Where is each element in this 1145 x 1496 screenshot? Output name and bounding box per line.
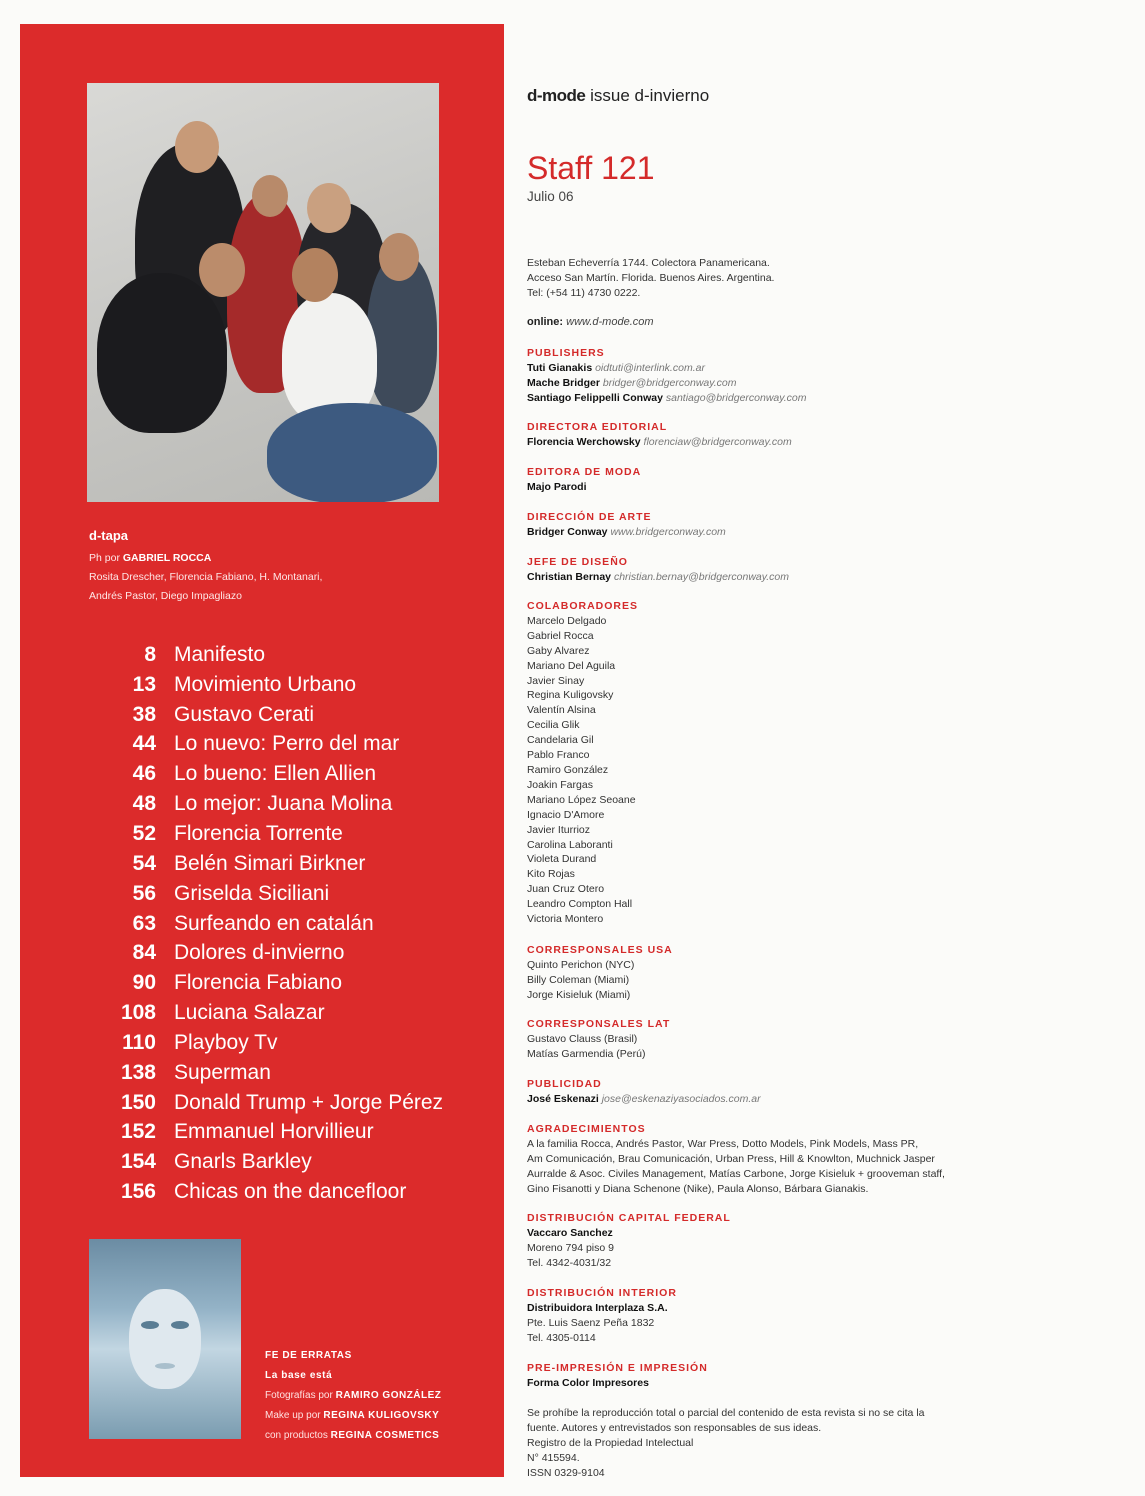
- toc-page-number: 108: [120, 1001, 156, 1025]
- toc-title: Movimiento Urbano: [174, 672, 357, 696]
- company-name: Vaccaro Sanchez: [527, 1226, 613, 1239]
- toc-page-number: 56: [132, 881, 156, 905]
- table-of-contents: [110, 640, 443, 1207]
- text-line: Gino Fisanotti y Diana Schenone (Nike), Paula Alonso, Bárbara Gianakis.: [527, 1182, 869, 1195]
- text-line: N° 415594.: [527, 1451, 580, 1464]
- section-heading: JEFE DE DISEÑO: [527, 556, 628, 568]
- agradecimientos-section: [527, 1122, 945, 1197]
- toc-page-number: 46: [132, 762, 156, 786]
- toc-page-number: 152: [120, 1120, 156, 1144]
- directora-section: [527, 420, 792, 450]
- dist-capital-section: [527, 1211, 731, 1271]
- toc-page-number: 44: [132, 732, 156, 756]
- list-item: Gustavo Clauss (Brasil): [527, 1032, 638, 1045]
- toc-entry[interactable]: [110, 1058, 443, 1088]
- toc-entry[interactable]: [110, 670, 443, 700]
- toc-title: Luciana Salazar: [174, 1001, 325, 1025]
- collaborator-name: Valentín Alsina: [527, 704, 596, 717]
- collaborator-name: Gaby Alvarez: [527, 644, 590, 657]
- collaborator-name: Marcelo Delgado: [527, 614, 607, 627]
- person-name: José Eskenazi: [527, 1092, 599, 1105]
- issue-name: issue d-invierno: [590, 86, 710, 105]
- colaboradores-section: [527, 599, 638, 927]
- toc-page-number: 52: [132, 821, 156, 845]
- toc-page-number: 138: [120, 1060, 156, 1084]
- toc-title: Gnarls Barkley: [174, 1150, 312, 1174]
- text-line: Am Comunicación, Brau Comunicación, Urban Press, Hill & Knowlton, Muchnick Jasper: [527, 1152, 935, 1165]
- toc-entry[interactable]: [110, 700, 443, 730]
- person-name: Christian Bernay: [527, 570, 612, 583]
- toc-page-number: 84: [132, 941, 156, 965]
- toc-page-number: 156: [120, 1180, 156, 1204]
- toc-page-number: 8: [144, 642, 156, 666]
- collaborator-name: Kito Rojas: [527, 868, 575, 881]
- collaborator-name: Joakin Fargas: [527, 778, 593, 791]
- collaborator-name: Leandro Compton Hall: [527, 898, 633, 911]
- toc-title: Chicas on the dancefloor: [174, 1180, 407, 1204]
- toc-entry[interactable]: [110, 730, 443, 760]
- preimpresion-section: [527, 1361, 708, 1391]
- collaborator-name: Juan Cruz Otero: [527, 883, 605, 896]
- colaboradores-list: [527, 614, 638, 927]
- online-label: online:: [527, 316, 564, 328]
- toc-title: Belén Simari Birkner: [174, 851, 366, 875]
- toc-entry[interactable]: [110, 1118, 443, 1148]
- collaborator-name: Mariano López Seoane: [527, 793, 636, 806]
- toc-entry[interactable]: [110, 1028, 443, 1058]
- address-line: Esteban Echeverría 1744. Colectora Panamericana.: [527, 257, 770, 269]
- toc-title: Emmanuel Horvillieur: [174, 1120, 374, 1144]
- collaborator-name: Violeta Durand: [527, 853, 597, 866]
- toc-title: Lo nuevo: Perro del mar: [174, 732, 400, 756]
- person-name: Mache Bridger: [527, 376, 600, 389]
- section-heading: CORRESPONSALES USA: [527, 944, 673, 956]
- toc-title: Lo mejor: Juana Molina: [174, 792, 393, 816]
- toc-page-number: 154: [120, 1150, 156, 1174]
- erratas-makeup-prefix: Make up por: [265, 1410, 321, 1421]
- staff-title: Staff 121: [527, 150, 655, 186]
- person-email[interactable]: christian.bernay@bridgerconway.com: [613, 570, 789, 583]
- toc-title: Florencia Torrente: [174, 821, 343, 845]
- toc-entry[interactable]: [110, 819, 443, 849]
- person-email[interactable]: jose@eskenaziyasociados.com.ar: [601, 1092, 761, 1105]
- collaborator-name: Ignacio D'Amore: [527, 808, 605, 821]
- company-name: Forma Color Impresores: [527, 1376, 649, 1389]
- photographer: GABRIEL ROCCA: [122, 552, 212, 564]
- toc-page-number: 38: [132, 702, 156, 726]
- collaborator-name: Victoria Montero: [527, 913, 604, 926]
- online-line: [527, 316, 654, 328]
- editora-section: [527, 465, 641, 495]
- toc-page-number: 63: [132, 911, 156, 935]
- toc-title: Dolores d-invierno: [174, 941, 345, 965]
- toc-page-number: 48: [132, 792, 156, 816]
- toc-page-number: 150: [120, 1090, 156, 1114]
- text-line: A la familia Rocca, Andrés Pastor, War Press, Dotto Models, Pink Models, Mass PR,: [527, 1137, 919, 1150]
- text-line: fuente. Autores y entrevistados son responsables de sus ideas.: [527, 1421, 822, 1434]
- dist-interior-section: [527, 1286, 677, 1346]
- toc-title: Gustavo Cerati: [174, 702, 315, 726]
- text-line: Tel. 4305-0114: [527, 1331, 596, 1344]
- toc-entry[interactable]: [110, 998, 443, 1028]
- model-face: [129, 1289, 201, 1389]
- toc-title: Manifesto: [174, 642, 266, 666]
- publishers-section: [527, 346, 806, 406]
- section-heading: EDITORA DE MODA: [527, 466, 642, 478]
- text-line: Moreno 794 piso 9: [527, 1241, 614, 1254]
- collaborator-name: Gabriel Rocca: [527, 629, 594, 642]
- toc-entry[interactable]: [110, 938, 443, 968]
- toc-title: Donald Trump + Jorge Pérez: [174, 1090, 444, 1114]
- collaborator-name: Candelaria Gil: [527, 734, 594, 747]
- section-heading: COLABORADORES: [527, 600, 639, 612]
- cover-credits: [89, 528, 322, 606]
- text-line: ISSN 0329-9104: [527, 1466, 605, 1479]
- section-heading: PUBLISHERS: [527, 347, 605, 359]
- address-line: Tel: (+54 11) 4730 0222.: [527, 287, 641, 299]
- text-line: Se prohíbe la reproducción total o parcial del contenido de esta revista si no se cita la: [527, 1407, 925, 1419]
- issue-date: Julio 06: [527, 189, 574, 204]
- text-line: Pte. Luis Saenz Peña 1832: [527, 1316, 655, 1329]
- brand-logo: d-mode: [527, 86, 586, 105]
- website-link[interactable]: www.d-mode.com: [566, 316, 654, 328]
- erratas-makeup-name: REGINA KULIGOVSKY: [323, 1410, 440, 1421]
- erratas-photo-prefix: Fotografías por: [265, 1390, 333, 1401]
- toc-entry[interactable]: [110, 640, 443, 670]
- toc-entry[interactable]: [110, 968, 443, 998]
- cover-names-2: Andrés Pastor, Diego Impagliazo: [89, 590, 242, 602]
- toc-entry[interactable]: [110, 879, 443, 909]
- photo-prefix: Ph por: [89, 552, 120, 564]
- website-link[interactable]: www.bridgerconway.com: [610, 525, 726, 538]
- arte-section: [527, 510, 726, 540]
- erratas-products-name: REGINA COSMETICS: [330, 1430, 440, 1441]
- toc-entry[interactable]: [110, 909, 443, 939]
- person-name: Florencia Werchowsky: [527, 435, 641, 448]
- toc-title: Lo bueno: Ellen Allien: [174, 762, 376, 786]
- toc-entry[interactable]: [110, 1088, 443, 1118]
- collaborator-name: Pablo Franco: [527, 749, 590, 762]
- collaborator-name: Mariano Del Aguila: [527, 659, 616, 672]
- section-heading: AGRADECIMIENTOS: [527, 1123, 646, 1135]
- address: [527, 256, 774, 301]
- person-name: Tuti Gianakis: [527, 361, 593, 374]
- list-item: Quinto Perichon (NYC): [527, 958, 635, 971]
- cover-photo: [87, 83, 439, 502]
- model-photo: [89, 1239, 241, 1439]
- person-email[interactable]: santiago@bridgerconway.com: [665, 391, 807, 404]
- cover-section-title: d-tapa: [89, 528, 128, 543]
- list-item: Jorge Kisieluk (Miami): [527, 988, 631, 1001]
- person-email[interactable]: oidtuti@interlink.com.ar: [595, 361, 705, 374]
- magazine-issue: [527, 86, 709, 106]
- person-name: Majo Parodi: [527, 480, 587, 493]
- publicidad-section: [527, 1077, 761, 1107]
- toc-page-number: 13: [132, 672, 156, 696]
- company-name: Distribuidora Interplaza S.A.: [527, 1301, 668, 1314]
- toc-entry[interactable]: [110, 789, 443, 819]
- toc-title: Florencia Fabiano: [174, 971, 343, 995]
- toc-page-number: 110: [122, 1030, 156, 1054]
- text-line: Aurralde & Asoc. Civiles Management, Matías Carbone, Jorge Kisieluk + grooveman staff,: [527, 1167, 945, 1180]
- toc-entry[interactable]: [110, 1177, 443, 1207]
- collaborator-name: Javier Iturrioz: [527, 823, 591, 836]
- toc-entry[interactable]: [110, 759, 443, 789]
- collaborator-name: Carolina Laboranti: [527, 838, 613, 851]
- erratas-heading: FE DE ERRATAS: [265, 1350, 352, 1361]
- list-item: Matías Garmendia (Perú): [527, 1047, 646, 1060]
- toc-entry[interactable]: [110, 849, 443, 879]
- erratas-photo-name: RAMIRO GONZÁLEZ: [335, 1390, 442, 1401]
- jefe-section: [527, 555, 789, 585]
- collaborator-name: Cecilia Glik: [527, 719, 580, 732]
- text-line: Registro de la Propiedad Intelectual: [527, 1436, 694, 1449]
- toc-page-number: 90: [132, 971, 156, 995]
- erratas-block: [265, 1346, 441, 1446]
- section-heading: DIRECCIÓN DE ARTE: [527, 511, 652, 523]
- collaborator-name: Javier Sinay: [527, 674, 585, 687]
- address-line: Acceso San Martín. Florida. Buenos Aires. Argentina.: [527, 272, 775, 284]
- legal-notice: [527, 1406, 925, 1481]
- section-heading: PUBLICIDAD: [527, 1078, 602, 1090]
- toc-title: Griselda Siciliani: [174, 881, 330, 905]
- toc-title: Superman: [174, 1060, 271, 1084]
- toc-title: Surfeando en catalán: [174, 911, 374, 935]
- corresponsales-lat-section: [527, 1017, 670, 1062]
- section-heading: DISTRIBUCIÓN CAPITAL FEDERAL: [527, 1212, 731, 1224]
- section-heading: DISTRIBUCIÓN INTERIOR: [527, 1287, 677, 1299]
- section-heading: DIRECTORA EDITORIAL: [527, 421, 668, 433]
- text-line: Tel. 4342-4031/32: [527, 1256, 612, 1269]
- toc-entry[interactable]: [110, 1147, 443, 1177]
- section-heading: CORRESPONSALES LAT: [527, 1018, 671, 1030]
- section-heading: PRE-IMPRESIÓN E IMPRESIÓN: [527, 1362, 708, 1374]
- erratas-subtitle: La base está: [265, 1370, 333, 1381]
- corresponsales-usa-section: [527, 943, 673, 1003]
- person-email[interactable]: bridger@bridgerconway.com: [602, 376, 737, 389]
- toc-title: Playboy Tv: [174, 1030, 278, 1054]
- cover-names-1: Rosita Drescher, Florencia Fabiano, H. Montanari,: [89, 571, 323, 583]
- list-item: Billy Coleman (Miami): [527, 973, 630, 986]
- erratas-products-prefix: con productos: [265, 1430, 328, 1441]
- person-name: Santiago Felippelli Conway: [527, 391, 663, 404]
- toc-page-number: 54: [132, 851, 156, 875]
- collaborator-name: Regina Kuligovsky: [527, 689, 614, 702]
- person-name: Bridger Conway: [527, 525, 608, 538]
- collaborator-name: Ramiro González: [527, 763, 609, 776]
- person-email[interactable]: florenciaw@bridgerconway.com: [643, 435, 792, 448]
